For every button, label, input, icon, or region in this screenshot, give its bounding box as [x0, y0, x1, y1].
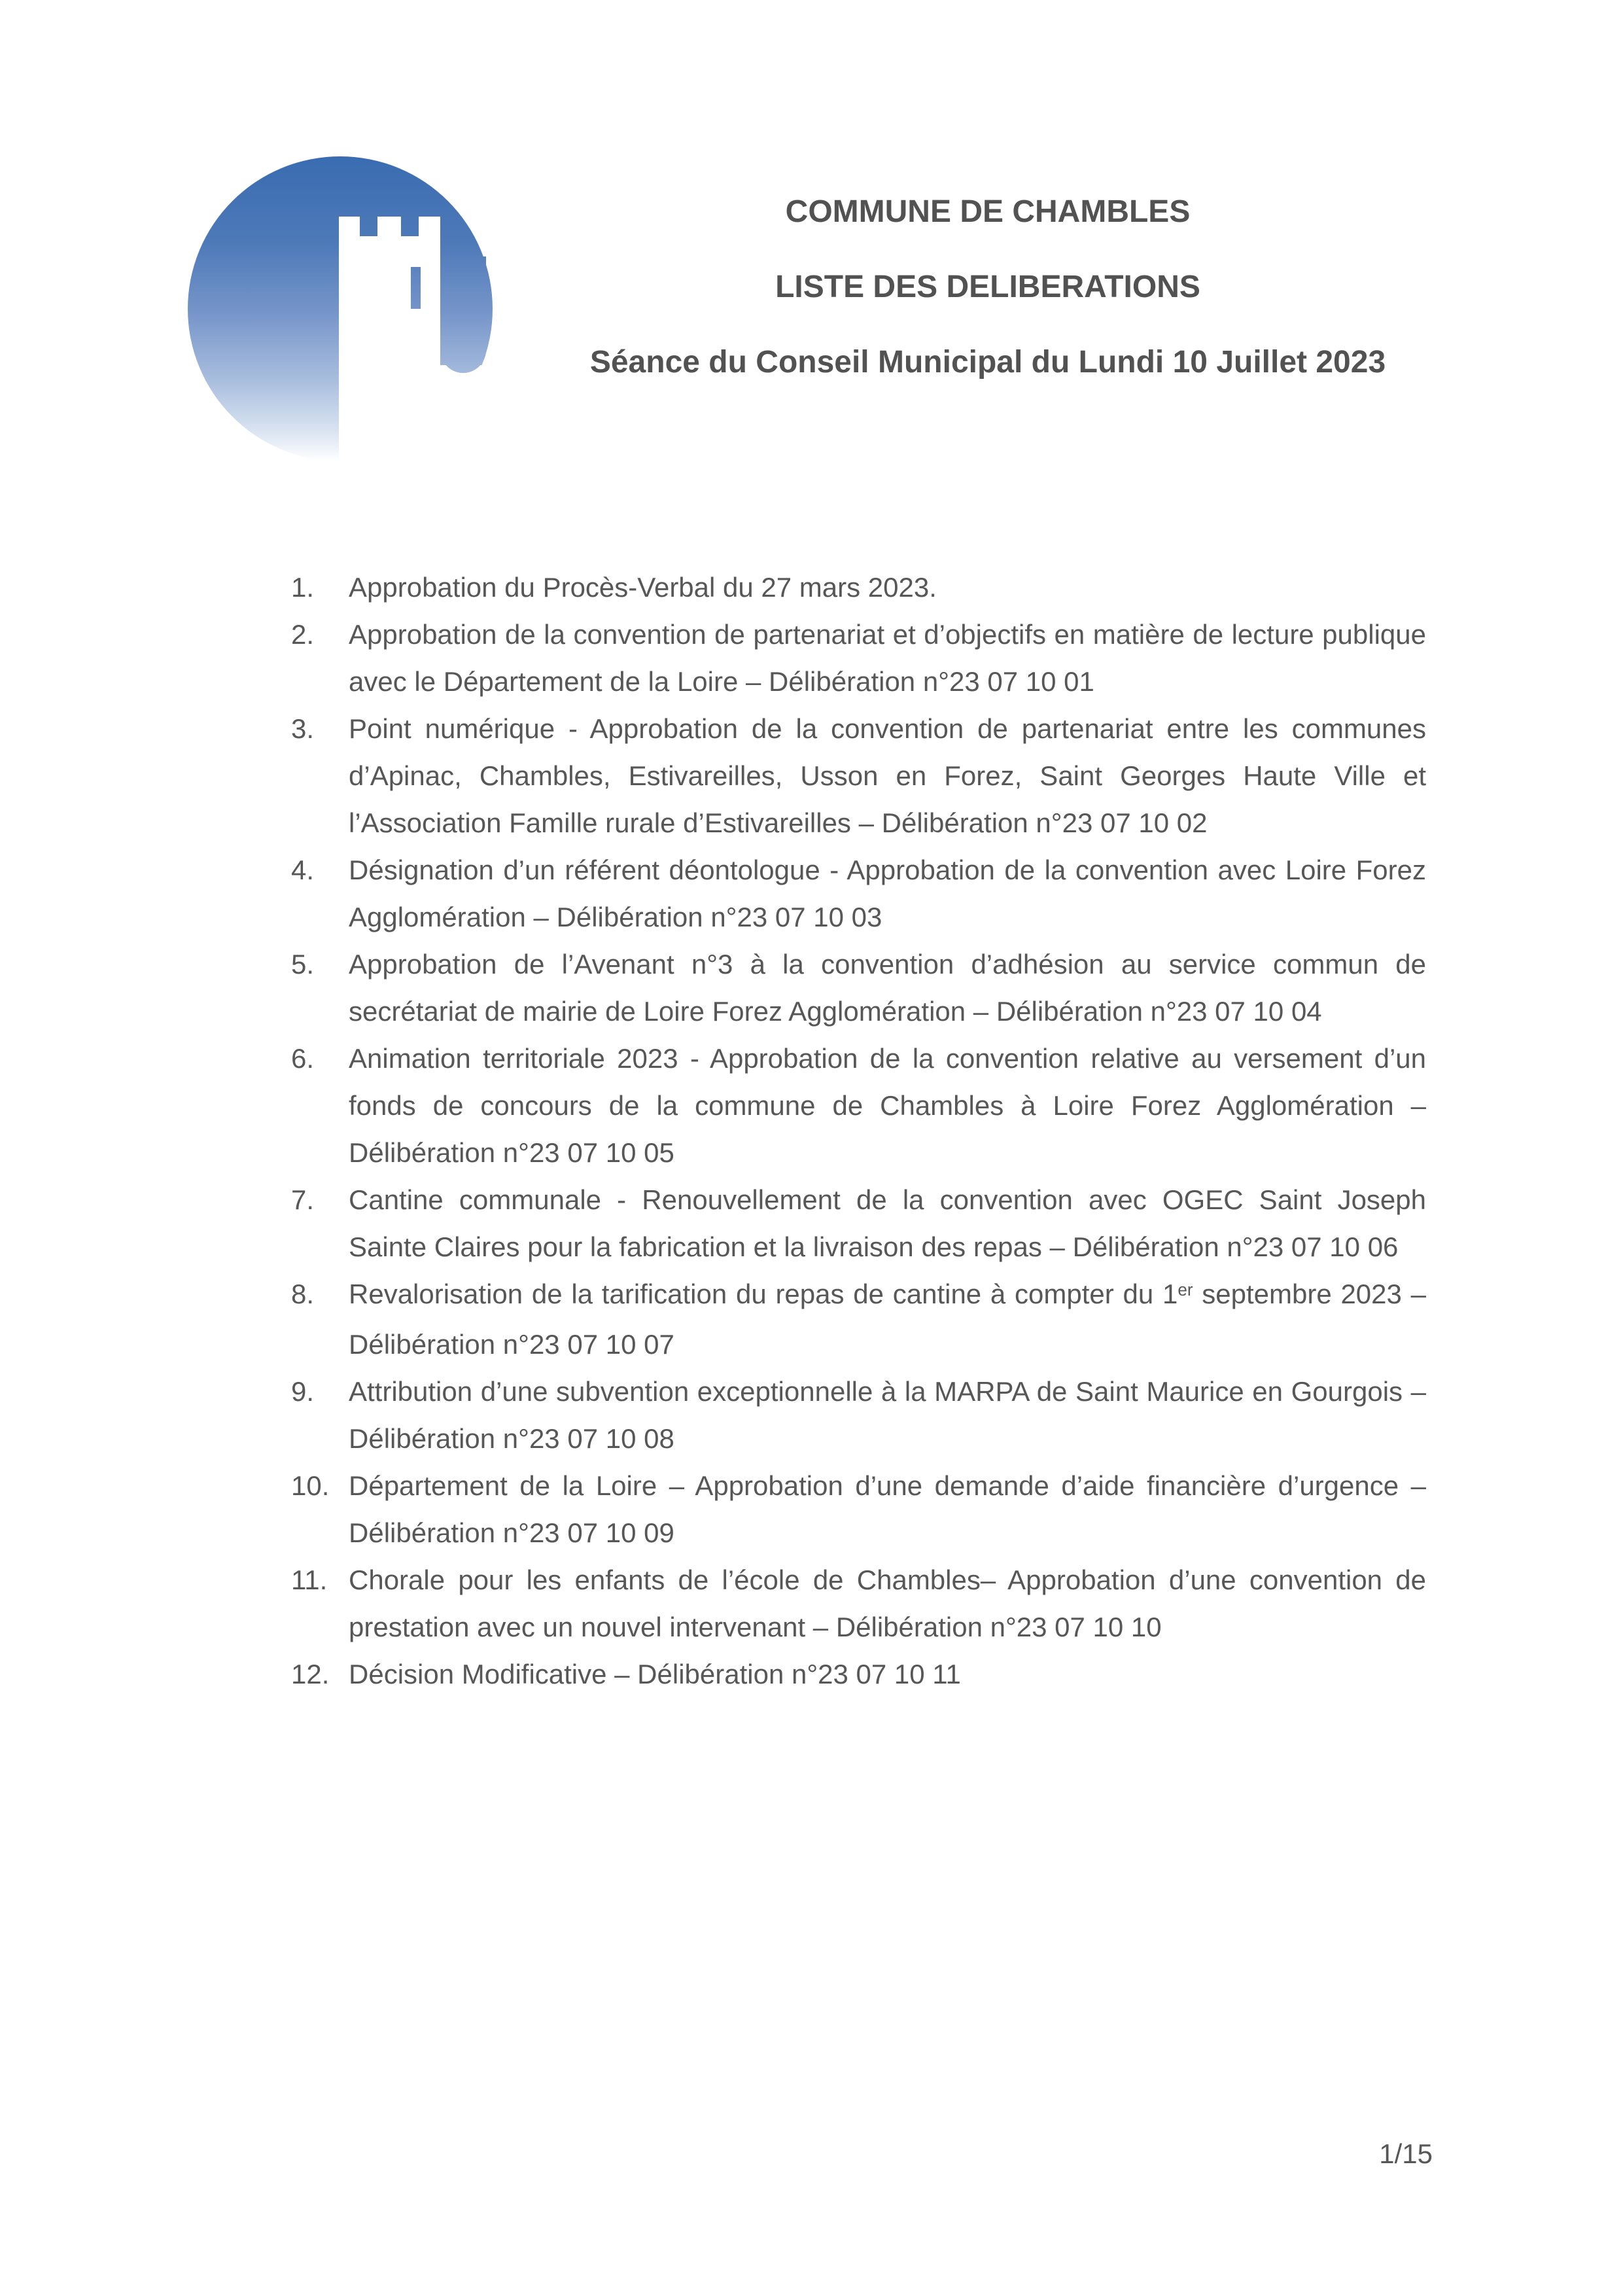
list-item: [291, 1271, 1426, 1368]
item-number: 7.: [291, 1184, 315, 1215]
item-number: 1.: [291, 572, 315, 603]
item-text: Approbation de la convention de partenariat et d’objectifs en matière de lecture publique avec le Département de la Loire – Délibération n°23 07 10 01: [349, 619, 1426, 697]
list-item: [291, 1176, 1426, 1271]
list-item: [291, 1651, 1426, 1698]
header-commune-title: COMMUNE DE CHAMBLES: [785, 194, 1191, 229]
item-text: Revalorisation de la tarification du repas de cantine à compter du 1er septembre 2023 – Délibération n°23 07 10 07: [349, 1279, 1426, 1360]
item-text: Désignation d’un référent déontologue - Approbation de la convention avec Loire Forez Agglomération – Délibération n°23 07 10 03: [349, 855, 1426, 932]
item-number: 12.: [291, 1659, 330, 1689]
page-number: 1/15: [1379, 2138, 1433, 2169]
item-text: Attribution d’une subvention exceptionnelle à la MARPA de Saint Maurice en Gourgois – Délibération n°23 07 10 08: [349, 1376, 1426, 1454]
list-item: [291, 705, 1426, 847]
list-item: [291, 941, 1426, 1035]
deliberations-list: [291, 564, 1426, 1698]
superscript: er: [1178, 1280, 1193, 1300]
item-number: 2.: [291, 619, 315, 650]
item-number: 4.: [291, 855, 315, 885]
item-text: Cantine communale - Renouvellement de la convention avec OGEC Saint Joseph Sainte Claires pour la fabrication et la livraison des repas – Délibération n°23 07 10 06: [349, 1184, 1426, 1262]
list-item: [291, 611, 1426, 705]
item-text: Animation territoriale 2023 - Approbation de la convention relative au versement d’un fonds de concours de la commune de Chambles à Loire Forez Agglomération – Délibération n°23 07 10 05: [349, 1043, 1426, 1168]
item-text: Approbation de l’Avenant n°3 à la convention d’adhésion au service commun de secrétariat de mairie de Loire Forez Agglomération – Délibération n°23 07 10 04: [349, 949, 1426, 1027]
list-item: [291, 1035, 1426, 1176]
list-item: [291, 1462, 1426, 1557]
item-number: 5.: [291, 949, 315, 980]
list-item: [291, 847, 1426, 941]
item-number: 9.: [291, 1376, 315, 1407]
header-seance-subtitle: Séance du Conseil Municipal du Lundi 10 Juillet 2023: [589, 345, 1386, 380]
item-number: 11.: [291, 1564, 328, 1595]
item-number: 10.: [291, 1470, 330, 1501]
item-text: Décision Modificative – Délibération n°23 07 10 11: [349, 1659, 961, 1689]
commune-chambles-logo: [188, 156, 502, 484]
item-text: Approbation du Procès-Verbal du 27 mars 2023.: [349, 572, 937, 603]
item-text: Département de la Loire – Approbation d’une demande d’aide financière d’urgence – Délibération n°23 07 10 09: [349, 1470, 1426, 1548]
list-item: [291, 1368, 1426, 1462]
item-text: Point numérique - Approbation de la convention de partenariat entre les communes d’Apinac, Chambles, Estivareilles, Usson en Forez, Saint Georges Haute Ville et l’Association Famille rurale d’Estivareilles – Délibération n°23 07 10 02: [349, 713, 1426, 838]
list-item: [291, 564, 1426, 611]
item-number: 6.: [291, 1043, 315, 1074]
header-liste-title: LISTE DES DELIBERATIONS: [775, 270, 1200, 304]
document-header: [550, 192, 1426, 417]
list-item: [291, 1557, 1426, 1651]
item-text: Chorale pour les enfants de l’école de Chambles– Approbation d’une convention de prestation avec un nouvel intervenant – Délibération n°23 07 10 10: [349, 1564, 1426, 1642]
item-number: 3.: [291, 713, 315, 744]
tower-window-icon: [411, 267, 421, 309]
item-number: 8.: [291, 1279, 315, 1309]
tower-side-column: [440, 256, 486, 373]
